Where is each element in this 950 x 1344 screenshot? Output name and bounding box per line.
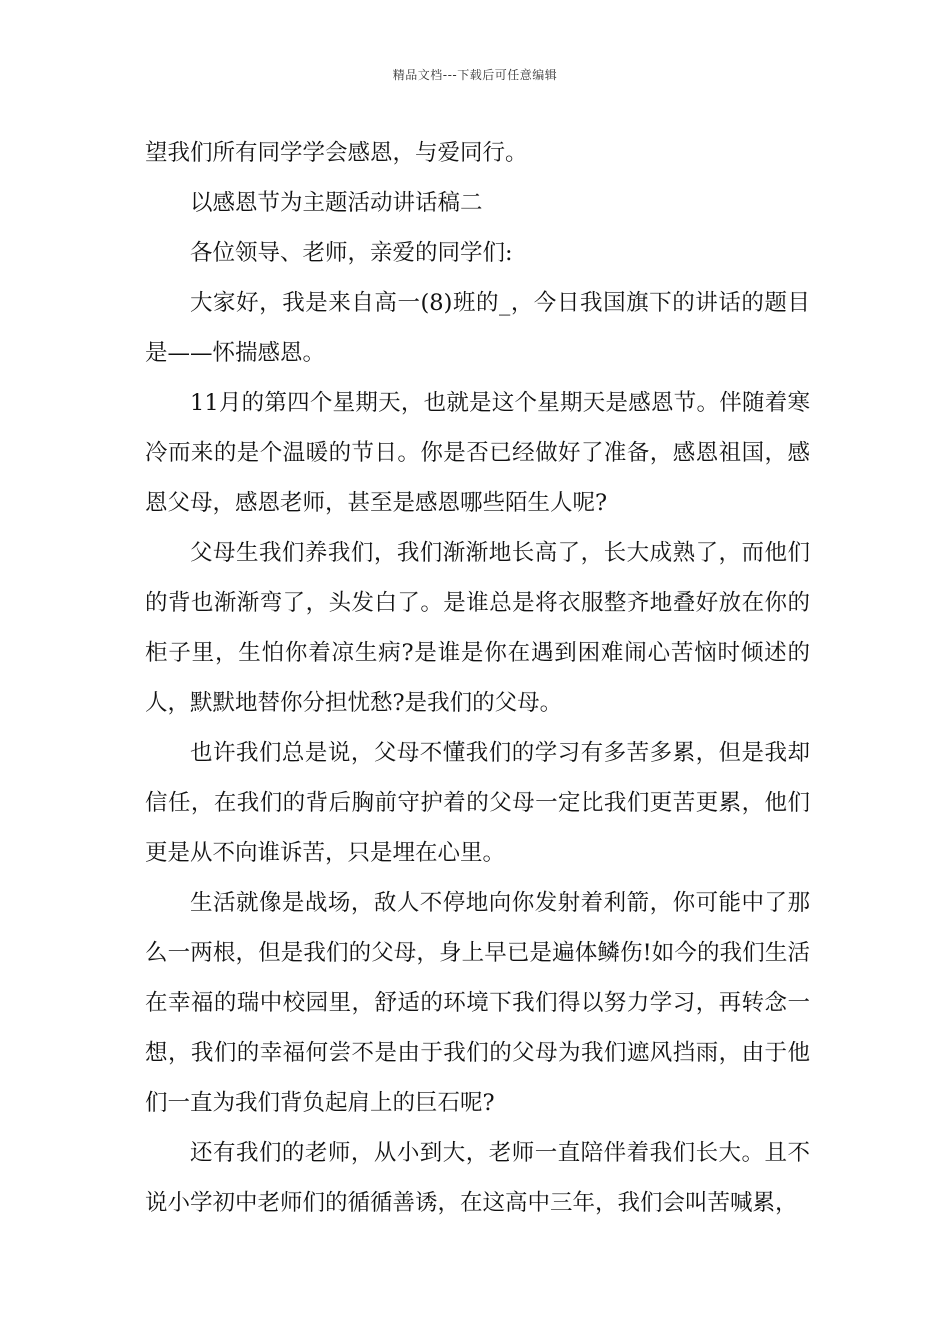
document-body (145, 128, 810, 1228)
paragraph: 生活就像是战场，敌人不停地向你发射着利箭，你可能中了那么一两根，但是我们的父母，身上早已是遍体鳞伤!如今的我们生活在幸福的瑞中校园里，舒适的环境下我们得以努力学习，再转念一想，我们的幸福何尝不是由于我们的父母为我们遮风挡雨，由于他们一直为我们背负起肩上的巨石呢? (145, 890, 810, 1116)
paragraph: 大家好，我是来自高一(8)班的_，今日我国旗下的讲话的题目是——怀揣感恩。 (145, 290, 810, 366)
page-header: 精品文档---下载后可任意编辑 (392, 68, 558, 82)
paragraph: 父母生我们养我们，我们渐渐地长高了，长大成熟了，而他们的背也渐渐弯了，头发白了。是谁总是将衣服整齐地叠好放在你的柜子里，生怕你着凉生病?是谁是你在遇到困难闹心苦恼时倾述的人，默默地替你分担忧愁?是我们的父母。 (145, 540, 810, 716)
paragraph: 还有我们的老师，从小到大，老师一直陪伴着我们长大。且不说小学初中老师们的循循善诱，在这高中三年，我们会叫苦喊累， (145, 1140, 810, 1216)
paragraph-continuation: 望我们所有同学学会感恩，与爱同行。 (145, 140, 528, 166)
section-title: 以感恩节为主题活动讲话稿二 (190, 190, 483, 216)
paragraph: 11月的第四个星期天，也就是这个星期天是感恩节。伴随着寒冷而来的是个温暖的节日。你是否已经做好了准备，感恩祖国，感恩父母，感恩老师，甚至是感恩哪些陌生人呢? (145, 390, 810, 516)
salutation: 各位领导、老师，亲爱的同学们: (190, 240, 513, 266)
paragraph: 也许我们总是说，父母不懂我们的学习有多苦多累，但是我却信任，在我们的背后胸前守护着的父母一定比我们更苦更累，他们更是从不向谁诉苦，只是埋在心里。 (145, 740, 810, 866)
